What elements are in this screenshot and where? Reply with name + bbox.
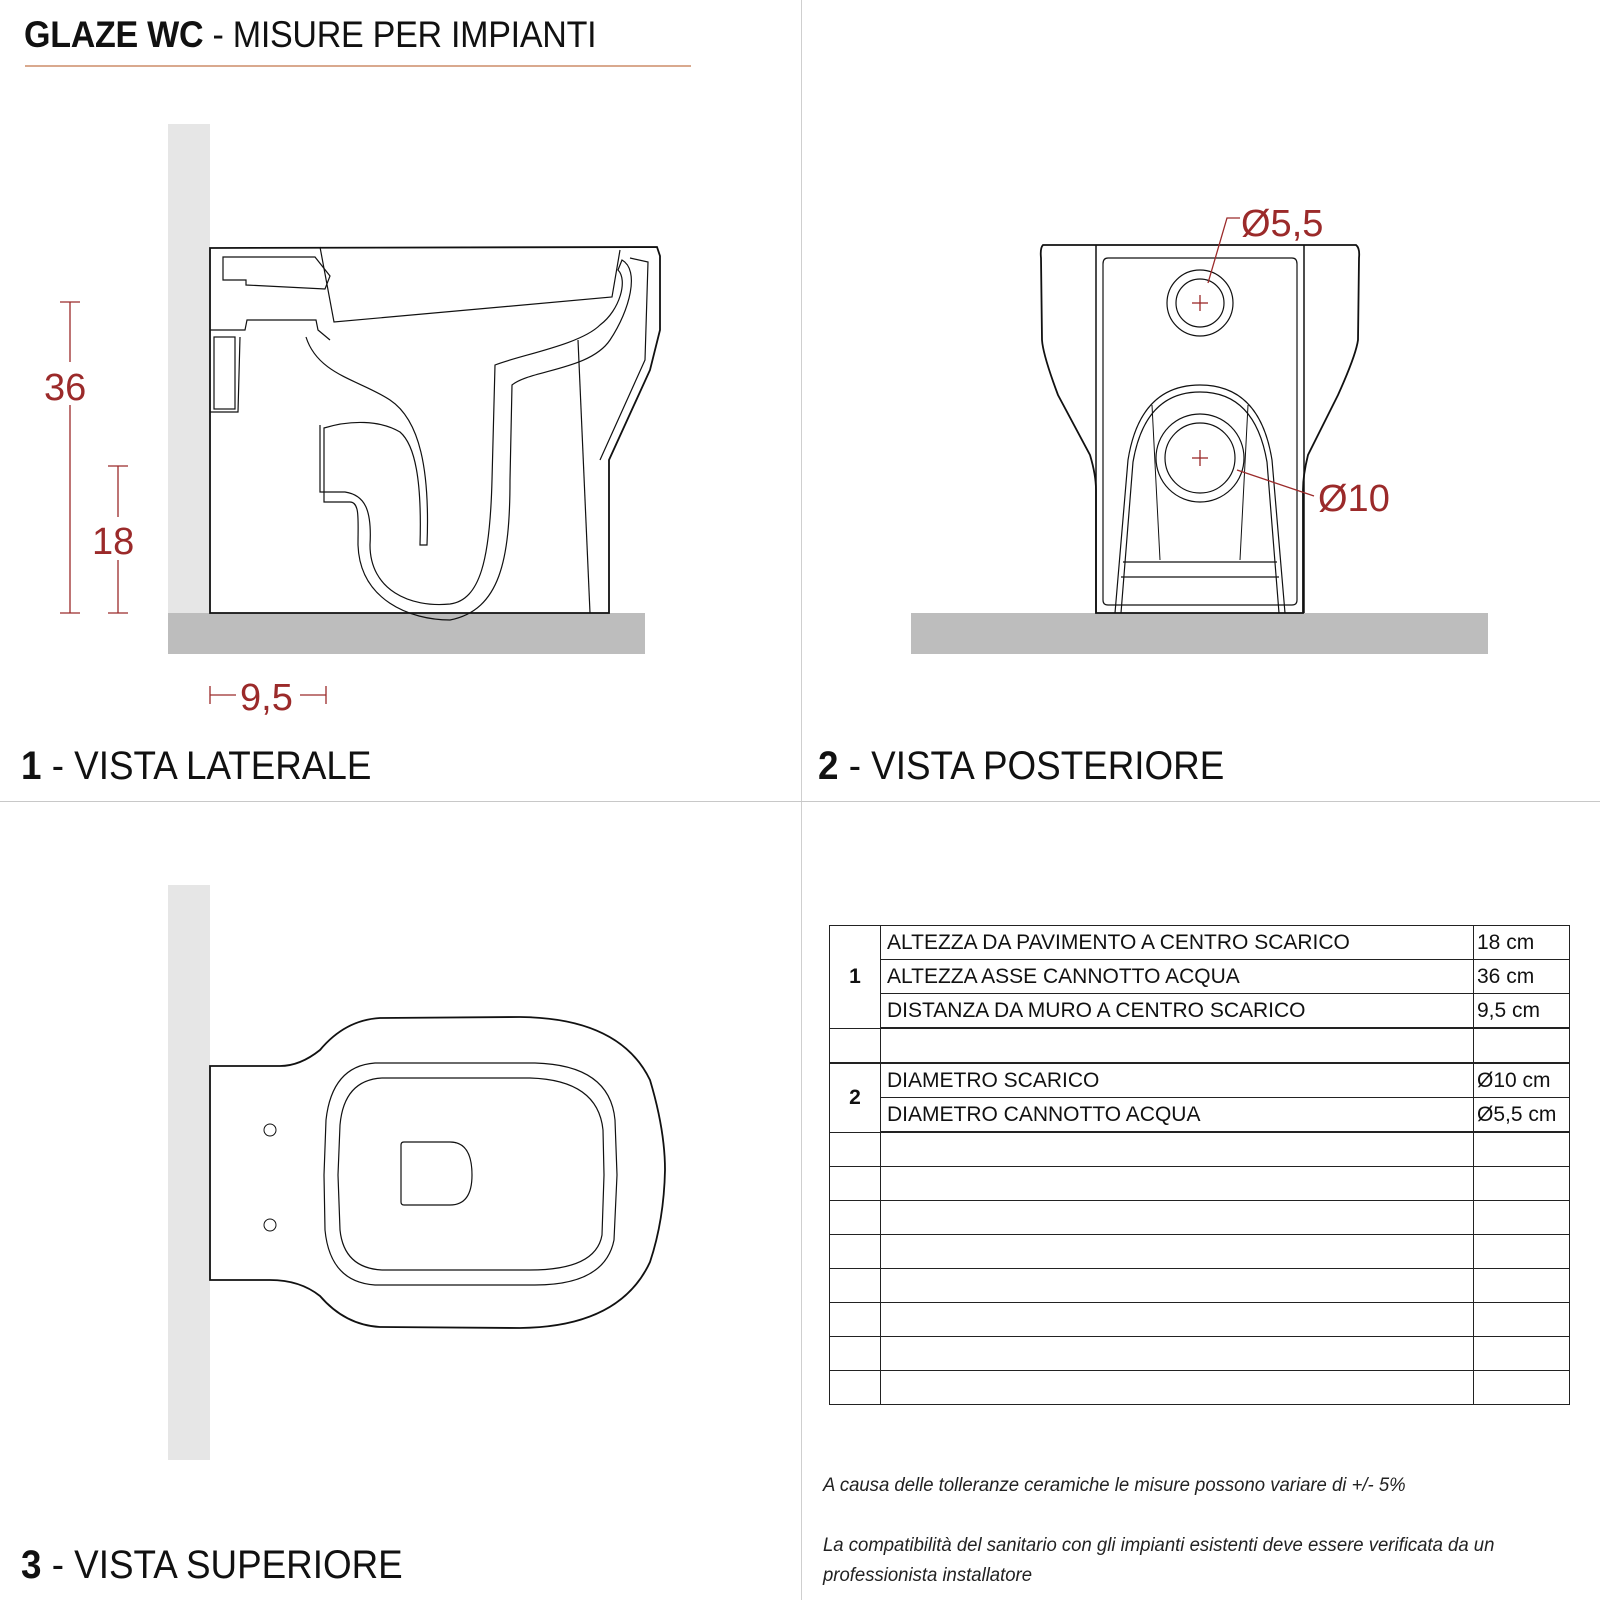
section-title: - VISTA SUPERIORE — [41, 1543, 403, 1587]
empty-cell — [1474, 1235, 1570, 1269]
measure-label: DISTANZA DA MURO A CENTRO SCARICO — [881, 994, 1474, 1029]
table-row-empty — [830, 1201, 1570, 1235]
section-number: 2 — [818, 744, 839, 788]
empty-cell — [830, 1167, 881, 1201]
dim-label-diameter-5-5: Ø5,5 — [1241, 203, 1324, 245]
tolerance-note: A causa delle tolleranze ceramiche le misure possono variare di +/- 5% — [823, 1474, 1406, 1496]
rear-view-floor — [911, 613, 1488, 654]
rear-view-drawing — [911, 203, 1488, 654]
table-row — [830, 960, 1570, 994]
measure-value: Ø10 cm — [1474, 1063, 1570, 1098]
empty-cell — [1474, 1269, 1570, 1303]
empty-cell — [1474, 1303, 1570, 1337]
table-row — [830, 994, 1570, 1029]
empty-cell — [1474, 1167, 1570, 1201]
table-row — [830, 926, 1570, 960]
table-row-empty — [830, 1337, 1570, 1371]
measure-value: Ø5,5 cm — [1474, 1098, 1570, 1133]
empty-cell — [830, 1337, 881, 1371]
top-view-wall — [168, 885, 210, 1460]
side-view-drawing — [44, 124, 660, 719]
empty-cell — [881, 1167, 1474, 1201]
compatibility-note: La compatibilità del sanitario con gli impianti esistenti deve essere verificata da un professionista installatore — [823, 1534, 1495, 1586]
table-row-empty — [830, 1303, 1570, 1337]
group-number: 2 — [830, 1063, 881, 1132]
dim-label-9-5: 9,5 — [240, 677, 293, 719]
empty-cell — [881, 1269, 1474, 1303]
empty-cell — [881, 1201, 1474, 1235]
top-view-body-outline — [210, 1017, 665, 1328]
section-label-rear-view — [818, 744, 1224, 789]
measure-label: ALTEZZA DA PAVIMENTO A CENTRO SCARICO — [881, 926, 1474, 960]
empty-cell — [1474, 1201, 1570, 1235]
measure-value: 9,5 cm — [1474, 994, 1570, 1029]
dim-label-diameter-10: Ø10 — [1318, 478, 1390, 520]
measure-value: 18 cm — [1474, 926, 1570, 960]
table-row — [830, 1063, 1570, 1098]
section-label-top-view — [21, 1543, 403, 1588]
section-label-side-view — [21, 744, 371, 789]
table-row-empty — [830, 1269, 1570, 1303]
side-view-wall — [168, 124, 210, 614]
title-subtitle: - MISURE PER IMPIANTI — [203, 14, 597, 55]
group-number — [830, 1028, 881, 1063]
empty-cell — [830, 1269, 881, 1303]
measure-label: DIAMETRO CANNOTTO ACQUA — [881, 1098, 1474, 1133]
empty-cell — [1474, 1371, 1570, 1405]
table-row-empty — [830, 1167, 1570, 1201]
group-number: 1 — [830, 926, 881, 1029]
measure-label — [881, 1028, 1474, 1063]
empty-cell — [830, 1371, 881, 1405]
empty-cell — [830, 1303, 881, 1337]
section-title: - VISTA LATERALE — [41, 744, 372, 788]
side-view-body-outline — [210, 247, 660, 613]
empty-cell — [881, 1235, 1474, 1269]
measure-label: DIAMETRO SCARICO — [881, 1063, 1474, 1098]
empty-cell — [1474, 1337, 1570, 1371]
empty-cell — [830, 1201, 881, 1235]
table-row-empty — [830, 1235, 1570, 1269]
dim-label-36: 36 — [44, 367, 87, 409]
table-row-spacer — [830, 1028, 1570, 1063]
product-name: GLAZE WC — [24, 14, 204, 55]
section-title: - VISTA POSTERIORE — [838, 744, 1225, 788]
table-row-empty — [830, 1371, 1570, 1405]
empty-cell — [1474, 1132, 1570, 1167]
section-number: 3 — [21, 1543, 42, 1587]
side-view-floor — [168, 613, 645, 654]
table-row-empty — [830, 1132, 1570, 1167]
dim-label-18: 18 — [92, 521, 135, 563]
top-view-drawing — [168, 885, 665, 1460]
measure-value: 36 cm — [1474, 960, 1570, 994]
section-number: 1 — [21, 744, 42, 788]
measure-label: ALTEZZA ASSE CANNOTTO ACQUA — [881, 960, 1474, 994]
measure-value — [1474, 1028, 1570, 1063]
empty-cell — [881, 1371, 1474, 1405]
empty-cell — [881, 1337, 1474, 1371]
empty-cell — [830, 1132, 881, 1167]
empty-cell — [830, 1235, 881, 1269]
empty-cell — [881, 1303, 1474, 1337]
empty-cell — [881, 1132, 1474, 1167]
measurements-table — [829, 925, 1570, 1405]
table-row — [830, 1098, 1570, 1133]
